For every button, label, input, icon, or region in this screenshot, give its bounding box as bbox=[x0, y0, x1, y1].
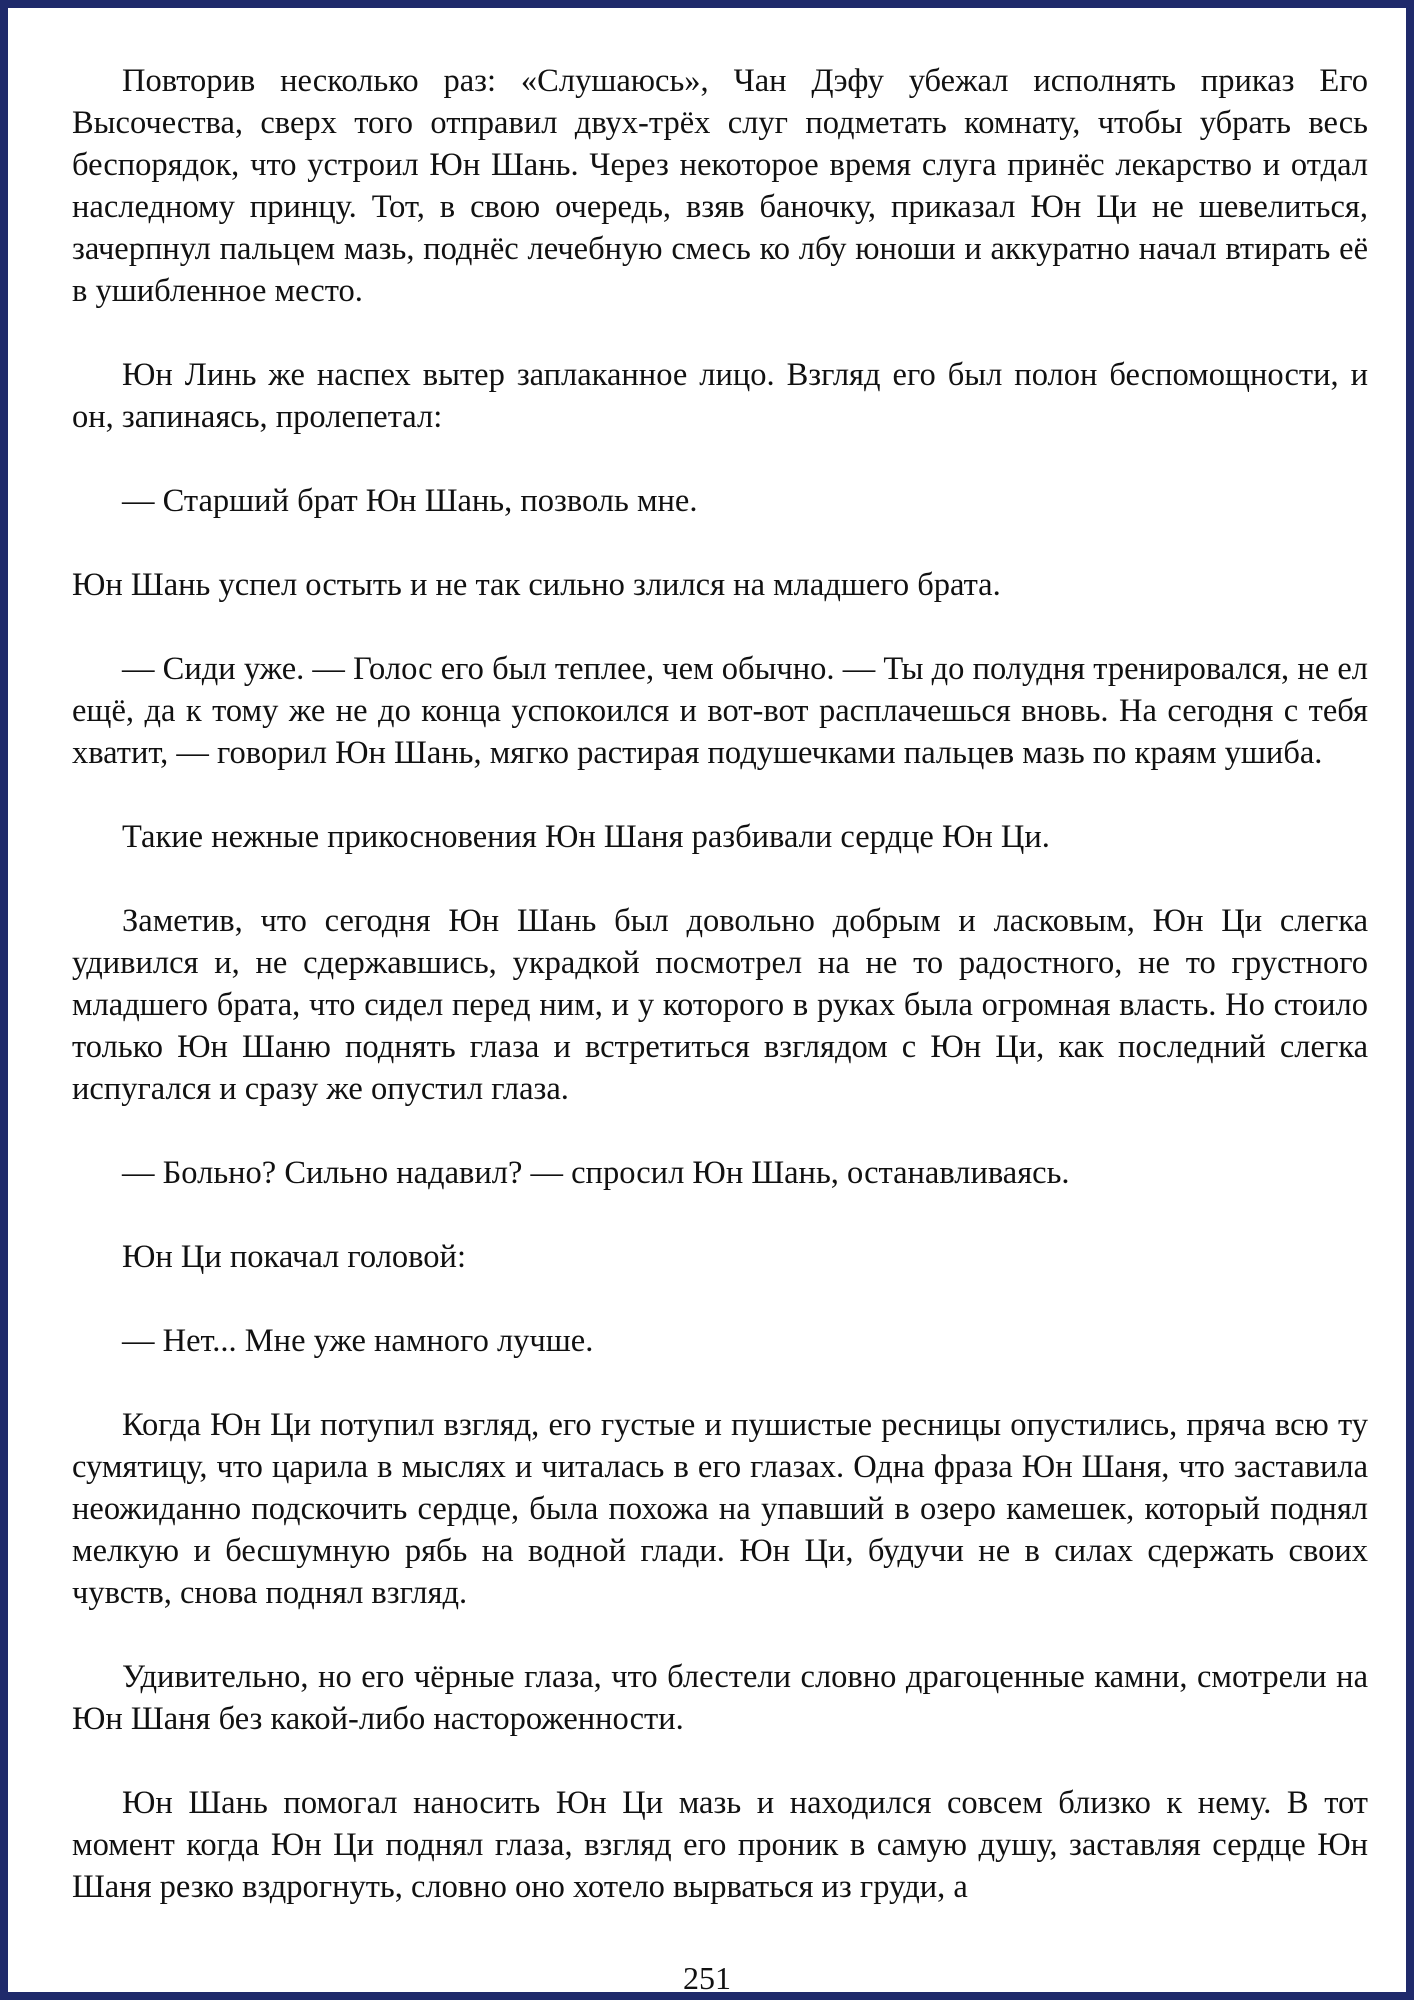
paragraph-8: — Больно? Сильно надавил? — спросил Юн Шань, останавливаясь. bbox=[122, 1155, 1070, 1191]
paragraph-4: Юн Шань успел остыть и не так сильно злился на младшего брата. bbox=[72, 567, 1001, 603]
paragraph-2: Юн Линь же наспех вытер заплаканное лицо. Взгляд его был полон беспомощности, и он, запинаясь, пролепетал: bbox=[72, 357, 1368, 435]
paragraph-6: Такие нежные прикосновения Юн Шаня разбивали сердце Юн Ци. bbox=[122, 819, 1050, 855]
paragraph-1: Повторив несколько раз: «Слушаюсь», Чан Дэфу убежал исполнять приказ Его Высочества, сверх того отправил двух-трёх слуг подметать комнату, чтобы убрать весь беспорядок, что устроил Юн Шань. Через некоторое время слуга принёс лекарство и отдал наследному принцу. Тот, в свою очередь, взяв баночку, приказал Юн Ци не шевелиться, зачерпнул пальцем мазь, поднёс лечебную смесь ко лбу юноши и аккуратно начал втирать её в ушибленное место. bbox=[72, 63, 1368, 309]
paragraph-13: Юн Шань помогал наносить Юн Ци мазь и находился совсем близко к нему. В тот момент когда Юн Ци поднял глаза, взгляд его проник в самую душу, заставляя сердце Юн Шаня резко вздрогнуть, словно оно хотело вырваться из груди, а bbox=[72, 1785, 1368, 1905]
paragraph-9: Юн Ци покачал головой: bbox=[122, 1239, 466, 1275]
paragraph-10: — Нет... Мне уже намного лучше. bbox=[122, 1323, 594, 1359]
paragraph-5: — Сиди уже. — Голос его был теплее, чем обычно. — Ты до полудня тренировался, не ел ещё, да к тому же не до конца успокоился и вот-вот расплачешься вновь. На сегодня с тебя хватит, — говорил Юн Шань, мягко растирая подушечками пальцев мазь по краям ушиба. bbox=[72, 651, 1368, 771]
text-column bbox=[72, 60, 1368, 1908]
page-number: 251 bbox=[8, 1960, 1406, 1996]
paragraph-12: Удивительно, но его чёрные глаза, что блестели словно драгоценные камни, смотрели на Юн Шаня без какой-либо настороженности. bbox=[72, 1659, 1368, 1737]
paragraph-11: Когда Юн Ци потупил взгляд, его густые и пушистые ресницы опустились, пряча всю ту сумятицу, что царила в мыслях и читалась в его глазах. Одна фраза Юн Шаня, что заставила неожиданно подскочить сердце, была похожа на упавший в озеро камешек, который поднял мелкую и бесшумную рябь на водной глади. Юн Ци, будучи не в силах сдержать своих чувств, снова поднял взгляд. bbox=[72, 1407, 1368, 1611]
paragraph-7: Заметив, что сегодня Юн Шань был довольно добрым и ласковым, Юн Ци слегка удивился и, не сдержавшись, украдкой посмотрел на не то радостного, не то грустного младшего брата, что сидел перед ним, и у которого в руках была огромная власть. Но стоило только Юн Шаню поднять глаза и встретиться взглядом с Юн Ци, как последний слегка испугался и сразу же опустил глаза. bbox=[72, 903, 1368, 1107]
paragraph-3: — Старший брат Юн Шань, позволь мне. bbox=[122, 483, 698, 519]
